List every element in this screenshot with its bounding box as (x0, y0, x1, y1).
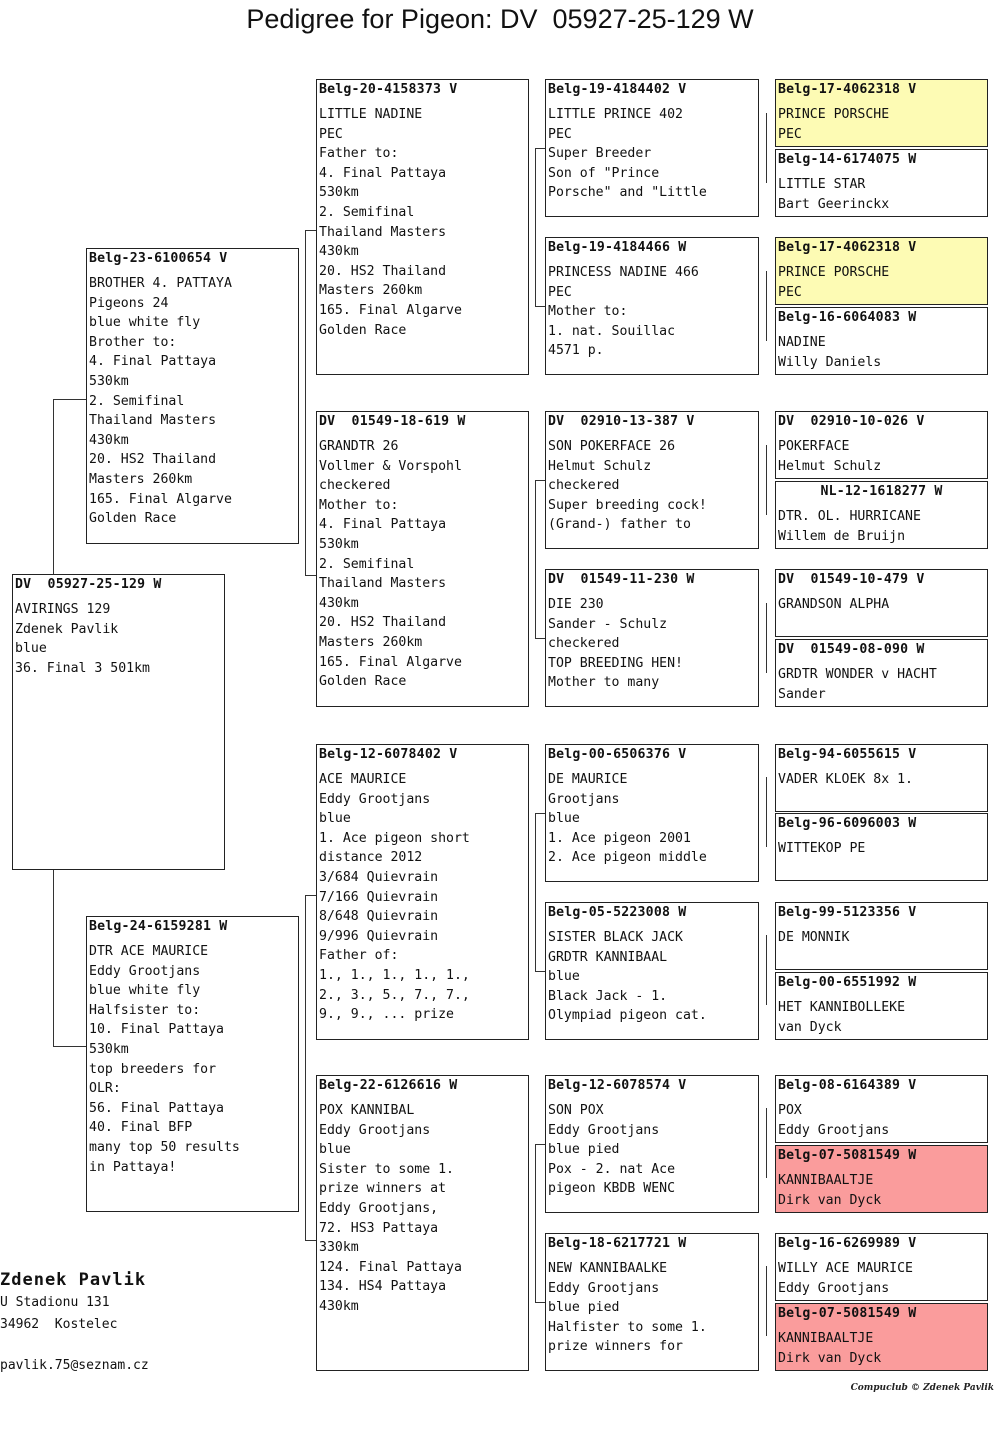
info-line: blue (548, 811, 580, 827)
info-line: PEC (319, 126, 343, 142)
info-line: Dirk van Dyck (778, 1350, 882, 1366)
info-line: 4. Final Pattaya (89, 354, 217, 370)
info-line: Brother to: (89, 334, 177, 350)
grandmother-maternal-card (316, 1075, 529, 1371)
info-line: Golden Race (89, 511, 177, 527)
info-line: 2. Semifinal (319, 204, 415, 220)
gg-grandparent-card (775, 307, 988, 375)
info-line: Eddy Grootjans (319, 791, 431, 807)
info-line: 7/166 Quievrain (319, 889, 439, 905)
owner-name: Zdenek Pavlik (0, 1270, 147, 1290)
info-line: PRINCE PORSCHE (778, 265, 890, 280)
info-line: blue pied (548, 1142, 620, 1158)
info-line: ACE MAURICE (319, 772, 407, 787)
info-line: Mother to many (548, 675, 660, 691)
info-line: 330km (319, 1240, 359, 1256)
info-line: 2. Semifinal (319, 556, 415, 572)
info-line: Thailand Masters (319, 224, 447, 240)
info-line: many top 50 results (89, 1139, 240, 1155)
connector-line (766, 935, 767, 1005)
info-line: 165. Final Algarve (89, 491, 232, 507)
info-line: VADER KLOEK 8x 1. (778, 772, 913, 787)
connector-line (53, 399, 54, 574)
info-line: OLR: (89, 1081, 121, 1097)
info-line: Willem de Bruijn (778, 528, 906, 544)
info-line: Halfister to some 1. (548, 1319, 707, 1335)
ring-number: Belg-23-6100654 V (89, 251, 228, 266)
info-line: 430km (89, 432, 129, 448)
great-grandparent-card (545, 1075, 759, 1213)
info-line: 20. HS2 Thailand (319, 615, 447, 631)
info-line: Masters 260km (319, 634, 423, 650)
ring-number: DV 02910-13-387 V (548, 414, 695, 429)
mother-card (86, 916, 299, 1212)
info-line: TOP BREEDING HEN! (548, 655, 683, 671)
info-line: GRANDTR 26 (319, 439, 399, 454)
footer-credit: Compuclub © Zdenek Pavlik (850, 1383, 994, 1393)
ring-number: Belg-00-6506376 V (548, 747, 687, 762)
gg-grandparent-card (775, 79, 988, 147)
info-line: checkered (548, 478, 620, 494)
connector-line (535, 1144, 545, 1145)
info-line: 530km (319, 536, 359, 552)
connector-line (766, 445, 767, 515)
info-line: blue pied (548, 1300, 620, 1316)
info-line: 1. Ace pigeon short (319, 830, 470, 846)
owner-email[interactable]: pavlik.75@seznam.cz (0, 1358, 149, 1373)
subject-pigeon-card (12, 574, 225, 870)
info-line: Super Breeder (548, 146, 652, 162)
info-line: Mother to: (319, 497, 399, 513)
gg-grandparent-card (775, 1145, 988, 1213)
gg-grandparent-card (775, 481, 988, 549)
info-line: Sander - Schulz (548, 616, 668, 632)
info-line: blue white fly (89, 315, 201, 331)
ring-number: DV 01549-10-479 V (778, 572, 925, 587)
info-line: NADINE (778, 335, 826, 350)
ring-number: Belg-19-4184402 V (548, 82, 687, 97)
info-line: 3/684 Quievrain (319, 869, 439, 885)
info-line: 530km (319, 185, 359, 201)
info-line: AVIRINGS 129 (15, 602, 111, 617)
info-line: blue (548, 969, 580, 985)
connector-line (53, 399, 86, 400)
connector-line (305, 895, 306, 1240)
info-line: DIE 230 (548, 597, 604, 612)
info-line: Eddy Grootjans (548, 1280, 660, 1296)
info-line: Helmut Schulz (778, 458, 882, 474)
great-grandparent-card (545, 569, 759, 707)
info-line: DE MAURICE (548, 772, 628, 787)
info-line: 8/648 Quievrain (319, 909, 439, 925)
info-line: PEC (548, 126, 572, 142)
info-line: blue (319, 1142, 351, 1158)
info-line: POX KANNIBAL (319, 1103, 415, 1118)
connector-line (535, 813, 545, 814)
info-line: Eddy Grootjans (89, 963, 201, 979)
great-grandparent-card (545, 902, 759, 1040)
info-line: 530km (89, 1041, 129, 1057)
ring-number: Belg-12-6078402 V (319, 747, 458, 762)
info-line: Son of "Prince (548, 165, 660, 181)
info-line: GRDTR WONDER v HACHT (778, 667, 937, 682)
ring-number: Belg-00-6551992 W (778, 975, 917, 990)
page-title: Pedigree for Pigeon: DV 05927-25-129 W (246, 4, 754, 34)
gg-grandparent-card (775, 1233, 988, 1301)
ring-number: Belg-07-5081549 W (778, 1306, 917, 1321)
info-line: Golden Race (319, 674, 407, 690)
grandfather-paternal-card (316, 79, 529, 375)
info-line: 9/996 Quievrain (319, 928, 439, 944)
info-line: pigeon KBDB WENC (548, 1181, 676, 1197)
info-line: 165. Final Algarve (319, 654, 462, 670)
ring-number: Belg-14-6174075 W (778, 152, 917, 167)
info-line: SON POX (548, 1103, 604, 1118)
info-line: LITTLE PRINCE 402 (548, 107, 683, 122)
info-line: WITTEKOP PE (778, 841, 866, 856)
ring-number: DV 01549-11-230 W (548, 572, 695, 587)
ring-number: Belg-17-4062318 V (778, 240, 917, 255)
info-line: Thailand Masters (89, 413, 217, 429)
info-line: 1. nat. Souillac (548, 323, 676, 339)
owner-address-line: U Stadionu 131 (0, 1295, 110, 1310)
info-line: 1., 1., 1., 1., 1., (319, 967, 470, 983)
info-line: (Grand-) father to (548, 517, 691, 533)
info-line: 10. Final Pattaya (89, 1022, 224, 1038)
ring-number: Belg-07-5081549 W (778, 1148, 917, 1163)
info-line: 4. Final Pattaya (319, 517, 447, 533)
ring-number: Belg-05-5223008 W (548, 905, 687, 920)
info-line: 2., 3., 5., 7., 7., (319, 987, 470, 1003)
info-line: Eddy Grootjans (319, 1122, 431, 1138)
info-line: Eddy Grootjans, (319, 1200, 439, 1216)
ring-number: Belg-18-6217721 W (548, 1236, 687, 1251)
connector-line (766, 271, 767, 341)
info-line: Eddy Grootjans (548, 1122, 660, 1138)
info-line: Black Jack - 1. (548, 988, 668, 1004)
gg-grandparent-card (775, 744, 988, 812)
gg-grandparent-card (775, 902, 988, 970)
info-line: 165. Final Algarve (319, 302, 462, 318)
info-line: KANNIBAALTJE (778, 1173, 874, 1188)
ring-number: NL-12-1618277 W (820, 484, 943, 499)
ring-number: Belg-16-6064083 W (778, 310, 917, 325)
info-line: prize winners for (548, 1339, 683, 1355)
info-line: Thailand Masters (319, 576, 447, 592)
gg-grandparent-card (775, 237, 988, 305)
info-line: Golden Race (319, 322, 407, 338)
info-line: Olympiad pigeon cat. (548, 1008, 707, 1024)
gg-grandparent-card (775, 813, 988, 881)
info-line: DTR. OL. HURRICANE (778, 509, 921, 524)
ring-number: Belg-24-6159281 W (89, 919, 228, 934)
connector-line (766, 1266, 767, 1336)
info-line: Eddy Grootjans (778, 1280, 890, 1296)
gg-grandparent-card (775, 1303, 988, 1371)
info-line: 9., 9., ... prize (319, 1007, 454, 1023)
ring-number: DV 01549-18-619 W (319, 414, 466, 429)
info-line: PEC (548, 284, 572, 300)
info-line: LITTLE STAR (778, 177, 866, 192)
info-line: blue (15, 641, 47, 657)
info-line: 430km (319, 1298, 359, 1314)
info-line: Porsche" and "Little (548, 185, 707, 201)
info-line: NEW KANNIBAALKE (548, 1261, 668, 1276)
ring-number: DV 01549-08-090 W (778, 642, 925, 657)
connector-line (535, 1144, 536, 1302)
great-grandparent-card (545, 237, 759, 375)
info-line: Masters 260km (319, 283, 423, 299)
ring-number: Belg-99-5123356 V (778, 905, 917, 920)
ring-number: Belg-96-6096003 W (778, 816, 917, 831)
connector-line (535, 638, 545, 639)
info-line: 40. Final BFP (89, 1120, 193, 1136)
info-line: 430km (319, 595, 359, 611)
info-line: DE MONNIK (778, 930, 850, 945)
info-line: DTR ACE MAURICE (89, 944, 209, 959)
info-line: 134. HS4 Pattaya (319, 1279, 447, 1295)
great-grandparent-card (545, 744, 759, 882)
connector-line (305, 1240, 316, 1241)
info-line: 124. Final Pattaya (319, 1259, 462, 1275)
connector-line (305, 575, 316, 576)
connector-line (766, 777, 767, 847)
info-line: top breeders for (89, 1061, 217, 1077)
ring-number: Belg-12-6078574 V (548, 1078, 687, 1093)
info-line: 56. Final Pattaya (89, 1100, 224, 1116)
info-line: SISTER BLACK JACK (548, 930, 683, 945)
info-line: Grootjans (548, 791, 620, 807)
gg-grandparent-card (775, 149, 988, 217)
info-line: SON POKERFACE 26 (548, 439, 676, 454)
grandfather-maternal-card (316, 744, 529, 1040)
info-line: prize winners at (319, 1181, 447, 1197)
info-line: Zdenek Pavlik (15, 621, 119, 637)
info-line: Mother to: (548, 304, 628, 320)
info-line: 530km (89, 373, 129, 389)
info-line: Vollmer & Vorspohl (319, 458, 462, 474)
info-line: Father of: (319, 948, 399, 964)
info-line: PRINCESS NADINE 466 (548, 265, 699, 280)
info-line: van Dyck (778, 1019, 842, 1035)
info-line: 4. Final Pattaya (319, 165, 447, 181)
info-line: Bart Geerinckx (778, 196, 890, 212)
info-line: 20. HS2 Thailand (89, 452, 217, 468)
connector-line (535, 306, 545, 307)
info-line: 1. Ace pigeon 2001 (548, 830, 691, 846)
ring-number: DV 02910-10-026 V (778, 414, 925, 429)
connector-line (535, 480, 545, 481)
owner-block (0, 1268, 146, 1336)
gg-grandparent-card (775, 569, 988, 637)
connector-line (53, 1046, 86, 1047)
info-line: checkered (319, 478, 391, 494)
ring-number: Belg-16-6269989 V (778, 1236, 917, 1251)
connector-line (305, 230, 306, 575)
info-line: 2. Semifinal (89, 393, 185, 409)
info-line: HET KANNIBOLLEKE (778, 1000, 906, 1015)
ring-number: Belg-20-4158373 V (319, 82, 458, 97)
info-line: POKERFACE (778, 439, 850, 454)
father-card (86, 248, 299, 544)
info-line: in Pattaya! (89, 1159, 177, 1175)
info-line: 430km (319, 244, 359, 260)
info-line: PRINCE PORSCHE (778, 107, 890, 122)
info-line: GRANDSON ALPHA (778, 597, 890, 612)
info-line: Masters 260km (89, 471, 193, 487)
great-grandparent-card (545, 79, 759, 217)
info-line: Willy Daniels (778, 354, 882, 370)
info-line: Halfsister to: (89, 1002, 201, 1018)
ring-number: Belg-19-4184466 W (548, 240, 687, 255)
info-line: PEC (778, 126, 802, 142)
info-line: Eddy Grootjans (778, 1122, 890, 1138)
connector-line (305, 230, 316, 231)
info-line: GRDTR KANNIBAAL (548, 949, 668, 965)
info-line: blue (319, 811, 351, 827)
connector-line (535, 480, 536, 638)
info-line: Dirk van Dyck (778, 1192, 882, 1208)
info-line: checkered (548, 636, 620, 652)
info-line: WILLY ACE MAURICE (778, 1261, 913, 1276)
ring-number: Belg-22-6126616 W (319, 1078, 458, 1093)
connector-line (766, 1108, 767, 1178)
connector-line (766, 603, 767, 673)
great-grandparent-card (545, 1233, 759, 1371)
ring-number: DV 05927-25-129 W (15, 577, 162, 592)
ring-number: Belg-94-6055615 V (778, 747, 917, 762)
info-line: BROTHER 4. PATTAYA (89, 276, 232, 291)
connector-line (535, 148, 536, 306)
info-line: POX (778, 1103, 802, 1118)
ring-number: Belg-08-6164389 V (778, 1078, 917, 1093)
info-line: Helmut Schulz (548, 458, 652, 474)
gg-grandparent-card (775, 411, 988, 479)
info-line: 20. HS2 Thailand (319, 263, 447, 279)
info-line: distance 2012 (319, 850, 423, 866)
info-line: KANNIBAALTJE (778, 1331, 874, 1346)
great-grandparent-card (545, 411, 759, 549)
gg-grandparent-card (775, 1075, 988, 1143)
connector-line (535, 971, 545, 972)
info-line: 4571 p. (548, 343, 604, 359)
info-line: 36. Final 3 501km (15, 660, 150, 676)
connector-line (305, 895, 316, 896)
ring-number: Belg-17-4062318 V (778, 82, 917, 97)
info-line: 72. HS3 Pattaya (319, 1220, 439, 1236)
info-line: Pox - 2. nat Ace (548, 1161, 676, 1177)
info-line: Sister to some 1. (319, 1161, 454, 1177)
connector-line (766, 113, 767, 183)
gg-grandparent-card (775, 972, 988, 1040)
info-line: 2. Ace pigeon middle (548, 850, 707, 866)
info-line: Father to: (319, 146, 399, 162)
connector-line (53, 870, 54, 1046)
info-line: Sander (778, 686, 826, 702)
owner-address-line: 34962 Kostelec (0, 1317, 118, 1332)
info-line: PEC (778, 284, 802, 300)
connector-line (535, 148, 545, 149)
info-line: Super breeding cock! (548, 497, 707, 513)
gg-grandparent-card (775, 639, 988, 707)
grandmother-paternal-card (316, 411, 529, 707)
connector-line (535, 1302, 545, 1303)
info-line: blue white fly (89, 983, 201, 999)
info-line: LITTLE NADINE (319, 107, 423, 122)
info-line: Pigeons 24 (89, 295, 169, 311)
connector-line (535, 813, 536, 971)
